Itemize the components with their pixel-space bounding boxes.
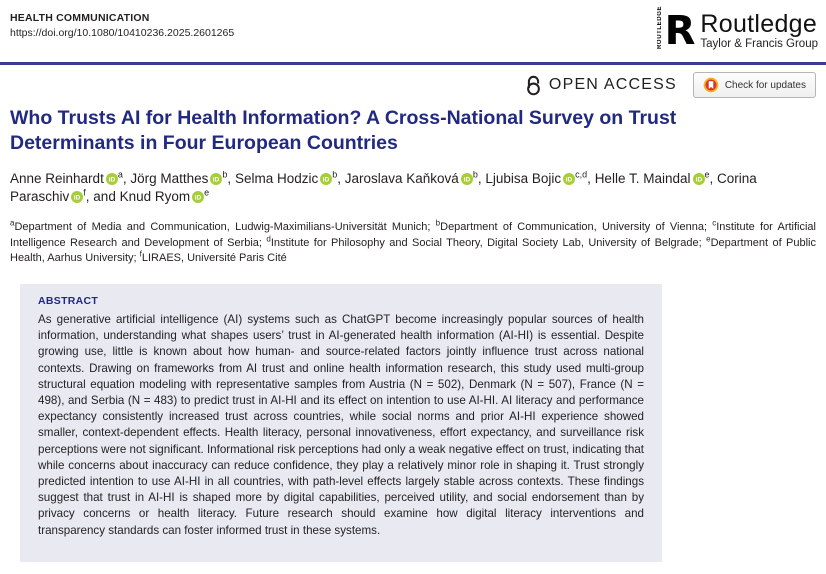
orcid-icon[interactable] bbox=[71, 191, 83, 203]
svg-text:iD: iD bbox=[108, 176, 116, 184]
affiliation-text: Institute for Philosophy and Social Theory, Digital Society Lab, University of Belgrade; bbox=[270, 236, 707, 249]
check-for-updates-label: Check for updates bbox=[724, 79, 806, 91]
author-separator: , bbox=[122, 171, 131, 186]
author-affil-sup: b bbox=[332, 169, 338, 180]
affiliation-sup: a bbox=[10, 218, 15, 228]
author-separator: , bbox=[337, 171, 345, 186]
orcid-icon[interactable] bbox=[320, 173, 332, 185]
author-affil-sup: a bbox=[117, 169, 123, 180]
orcid-icon[interactable] bbox=[461, 173, 473, 185]
svg-text:iD: iD bbox=[74, 194, 81, 202]
affiliation-text: Department of Public Health, Aarhus University; bbox=[10, 236, 817, 264]
crossmark-icon bbox=[703, 77, 719, 93]
author-separator: , bbox=[709, 171, 718, 186]
article-title: Who Trusts AI for Health Information? A Cross-National Survey on Trust Determinants in Four European Countries bbox=[10, 107, 677, 154]
affiliation-text: LIRAES, Université Paris Cité bbox=[141, 252, 287, 264]
author-separator: , bbox=[227, 171, 235, 186]
affiliation-sup: f bbox=[139, 249, 142, 259]
orcid-icon[interactable] bbox=[192, 191, 204, 203]
author-name: Ljubisa Bojic bbox=[485, 171, 562, 186]
abstract-text: As generative artificial intelligence (AI) systems such as ChatGPT become increasingly popular sources of health information, understanding what shapes users’ trust in AI-generated health information (AI-HI) is essential. Despite growing use, little is known about how human- and source-related factors jointly influence trust across national contexts. Drawing on frameworks from AI trust and online health information research, this study used multi-group structural equation modeling with representative samples from Austria (N = 502), Denmark (N = 507), France (N = 498), and Serbia (N = 483) to predict trust in AI-HI and its effect on intention to use AI-HI. AI literacy and performance expectancy consistently increased trust across countries, while social norms and prior AI-HI experience showed smaller, context-dependent effects. Health literacy, personal innovativeness, effort expectancy, and surveillance risk perceptions were not significant. Informational risk perceptions had only a weak negative effect on trust, indicating that while concerns about inaccuracy can reduce confidence, they play a relatively minor role in shaping it. Trust strongly predicted intention to use AI-HI in all countries, with path-level effects largely stable across contexts. These findings suggest that trust in AI-HI is shaped more by digital capabilities, perceived utility, and social endorsement than by privacy concerns or health literacy. Future research should examine how digital literacy interventions and transparency standards can foster informed trust in these systems. bbox=[38, 313, 644, 537]
orcid-icon[interactable] bbox=[563, 173, 575, 185]
author-affil-sup: c,d bbox=[575, 169, 588, 180]
author-name: Jörg Matthes bbox=[130, 171, 209, 186]
author-affil-sup: b bbox=[472, 169, 478, 180]
open-access-badge bbox=[525, 75, 677, 96]
author-affil-sup: f bbox=[83, 187, 86, 198]
affiliation-text: Department of Communication, University of Vienna; bbox=[440, 221, 713, 233]
author-list bbox=[10, 170, 792, 206]
affiliation-list bbox=[10, 220, 816, 267]
author-separator: , bbox=[477, 171, 486, 186]
routledge-vertical-text: ROUTLEDGE bbox=[656, 5, 663, 49]
author bbox=[10, 171, 130, 186]
orcid-icon[interactable] bbox=[106, 173, 118, 185]
svg-text:iD: iD bbox=[695, 176, 702, 184]
author-name: Knud Ryom bbox=[119, 189, 191, 204]
author-name: Selma Hodzic bbox=[234, 171, 319, 186]
author bbox=[120, 189, 210, 204]
affiliation-sup: c bbox=[712, 218, 717, 228]
abstract-heading: ABSTRACT bbox=[38, 295, 99, 307]
author-name: Helle T. Maindal bbox=[594, 171, 691, 186]
author-separator: , and bbox=[85, 189, 120, 204]
author-name: Jaroslava Kaňková bbox=[344, 171, 459, 186]
publisher-name: Routledge bbox=[700, 10, 818, 38]
routledge-r-icon: R bbox=[664, 8, 696, 54]
svg-text:iD: iD bbox=[463, 176, 471, 184]
author-name: Anne Reinhardt bbox=[10, 171, 104, 186]
affiliation-sup: b bbox=[435, 218, 441, 228]
author-name: Corina Paraschiv bbox=[10, 171, 757, 204]
abstract-box bbox=[20, 284, 662, 562]
publisher-wordmark bbox=[700, 12, 818, 50]
author bbox=[595, 171, 717, 186]
author-affil-sup: e bbox=[704, 169, 710, 180]
author-separator: , bbox=[587, 171, 595, 186]
open-access-label: OPEN ACCESS bbox=[548, 76, 677, 93]
svg-text:iD: iD bbox=[194, 194, 202, 202]
orcid-icon[interactable] bbox=[210, 173, 222, 185]
open-access-lock-icon bbox=[525, 75, 542, 96]
affiliation-text: Department of Media and Communication, Ludwig-Maximilians-Universität Munich; bbox=[14, 221, 436, 233]
check-for-updates-button[interactable] bbox=[693, 72, 816, 98]
affiliation-sup: e bbox=[706, 233, 711, 243]
author bbox=[130, 171, 235, 186]
affiliation-sup: d bbox=[266, 233, 271, 243]
affiliation-text: Institute for Artificial Intelligence Research and Development of Serbia; bbox=[10, 221, 816, 249]
author-affil-sup: b bbox=[222, 169, 228, 180]
svg-text:iD: iD bbox=[565, 176, 573, 184]
doi-link[interactable]: https://doi.org/10.1080/10410236.2025.2601265 bbox=[10, 27, 235, 39]
journal-block bbox=[10, 12, 234, 39]
svg-text:iD: iD bbox=[322, 176, 330, 184]
svg-text:iD: iD bbox=[213, 176, 220, 184]
publisher-tagline: Taylor & Francis Group bbox=[700, 38, 818, 50]
journal-name: HEALTH COMMUNICATION bbox=[10, 12, 150, 24]
author-affil-sup: e bbox=[204, 187, 210, 198]
author bbox=[235, 171, 345, 186]
masthead bbox=[10, 5, 818, 54]
author bbox=[345, 171, 486, 186]
header-divider bbox=[0, 62, 826, 65]
publisher-logo bbox=[656, 5, 818, 54]
orcid-icon[interactable] bbox=[693, 173, 705, 185]
access-row bbox=[525, 72, 816, 98]
author bbox=[485, 171, 594, 186]
